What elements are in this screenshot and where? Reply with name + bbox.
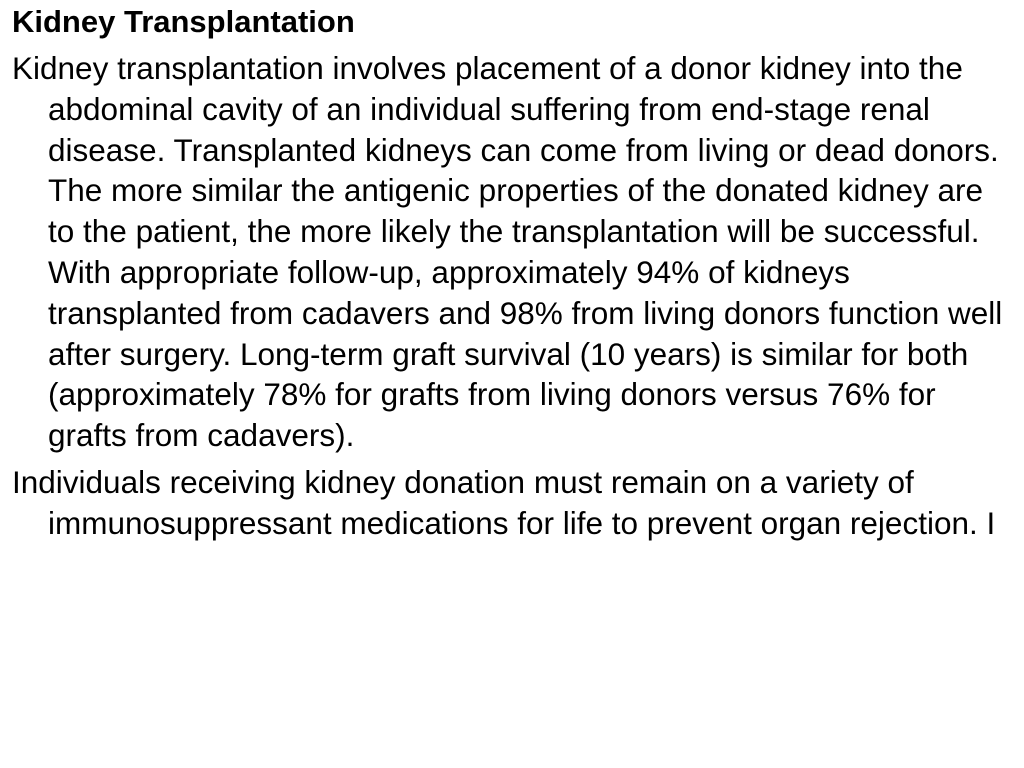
slide-title: Kidney Transplantation [12, 4, 355, 39]
paragraph-transplantation-overview: Kidney transplantation involves placement of a donor kidney into the abdominal cavity of an individual suffering from end-stage renal disease. Transplanted kidneys can come from living or dead donors. The more similar the antigenic properties of the donated kidney are to the patient, the more likely the transplantation will be successful. With appropriate follow-up, approximately 94% of kidneys transplanted from cadavers and 98% from living donors function well after surgery. Long-term graft survival (10 years) is similar for both (approximately 78% for grafts from living donors versus 76% for grafts from cadavers). [12, 50, 1003, 454]
paragraph-immunosuppression: Individuals receiving kidney donation must remain on a variety of immunosuppressant medications for life to prevent organ rejection. I [12, 463, 996, 541]
